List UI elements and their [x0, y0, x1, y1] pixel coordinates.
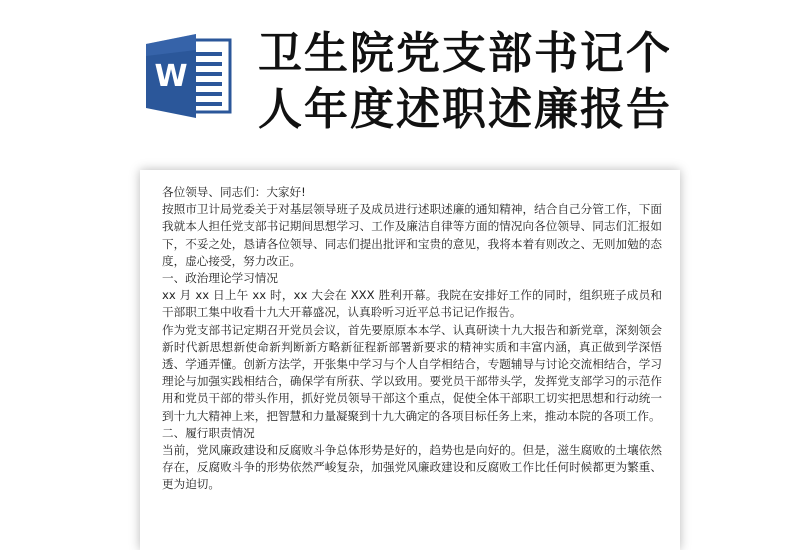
title-line-1: 卫生院党支部书记个 [258, 28, 672, 79]
greeting: 各位领导、同志们：大家好! [162, 185, 306, 199]
page-title [258, 26, 778, 138]
document-body [162, 184, 662, 494]
paragraph-intro: 按照市卫计局党委关于对基层领导班子及成员进行述职述廉的通知精神，结合自己分管工作，下面我就本人担任党支部书记期间思想学习、工作及廉洁自律等方面的情况向各位领导、同志们汇报如下，不妥之处，恳请各位领导、同志们提出批评和宝贵的意见，我将本着有则改之、无则加勉的态度，虚心接受，努力改正。 [162, 202, 662, 268]
paragraph-3: 当前，党风廉政建设和反腐败斗争总体形势是好的，趋势也是向好的。但是，滋生腐败的土壤依然存在，反腐败斗争的形势依然严峻复杂，加强党风廉政建设和反腐败工作比任何时候都更为繁重、更为迫切。 [162, 443, 662, 492]
section-heading-1: 一、政治理论学习情况 [162, 271, 278, 286]
header [0, 0, 800, 160]
title-line-2: 人年度述职述廉报告 [258, 84, 672, 135]
section-heading-2: 二、履行职责情况 [162, 425, 255, 440]
paragraph-2: 作为党支部书记定期召开党员会议，首先要原原本本学、认真研读十九大报告和新党章，深刻领会新时代新思想新使命新判断新方略新征程新部署新要求的精神实质和丰富内涵，真正做到学深悟透、学通弄懂。创新方法学，开张集中学习与个人自学相结合，专题辅导与讨论交流相结合，学习理论与加强实践相结合，确保学有所获、学以致用。要党员干部带头学，发挥党支部学习的示范作用和党员干部的带头作用，抓好党员领导干部这个重点，促使全体干部职工切实把思想和行动统一到十九大精神上来，把智慧和力量凝聚到十九大确定的各项目标任务上来，推动本院的各项工作。 [162, 322, 662, 423]
paragraph-1: xx 月 xx 日上午 xx 时，xx 大会在 XXX 胜利开幕。我院在安排好工作的同时，组织班子成员和干部职工集中收看十九大开幕盛况，认真聆听习近平总书记记作报告。 [162, 288, 662, 320]
word-letter: W [154, 59, 188, 94]
word-document-icon [142, 30, 234, 122]
